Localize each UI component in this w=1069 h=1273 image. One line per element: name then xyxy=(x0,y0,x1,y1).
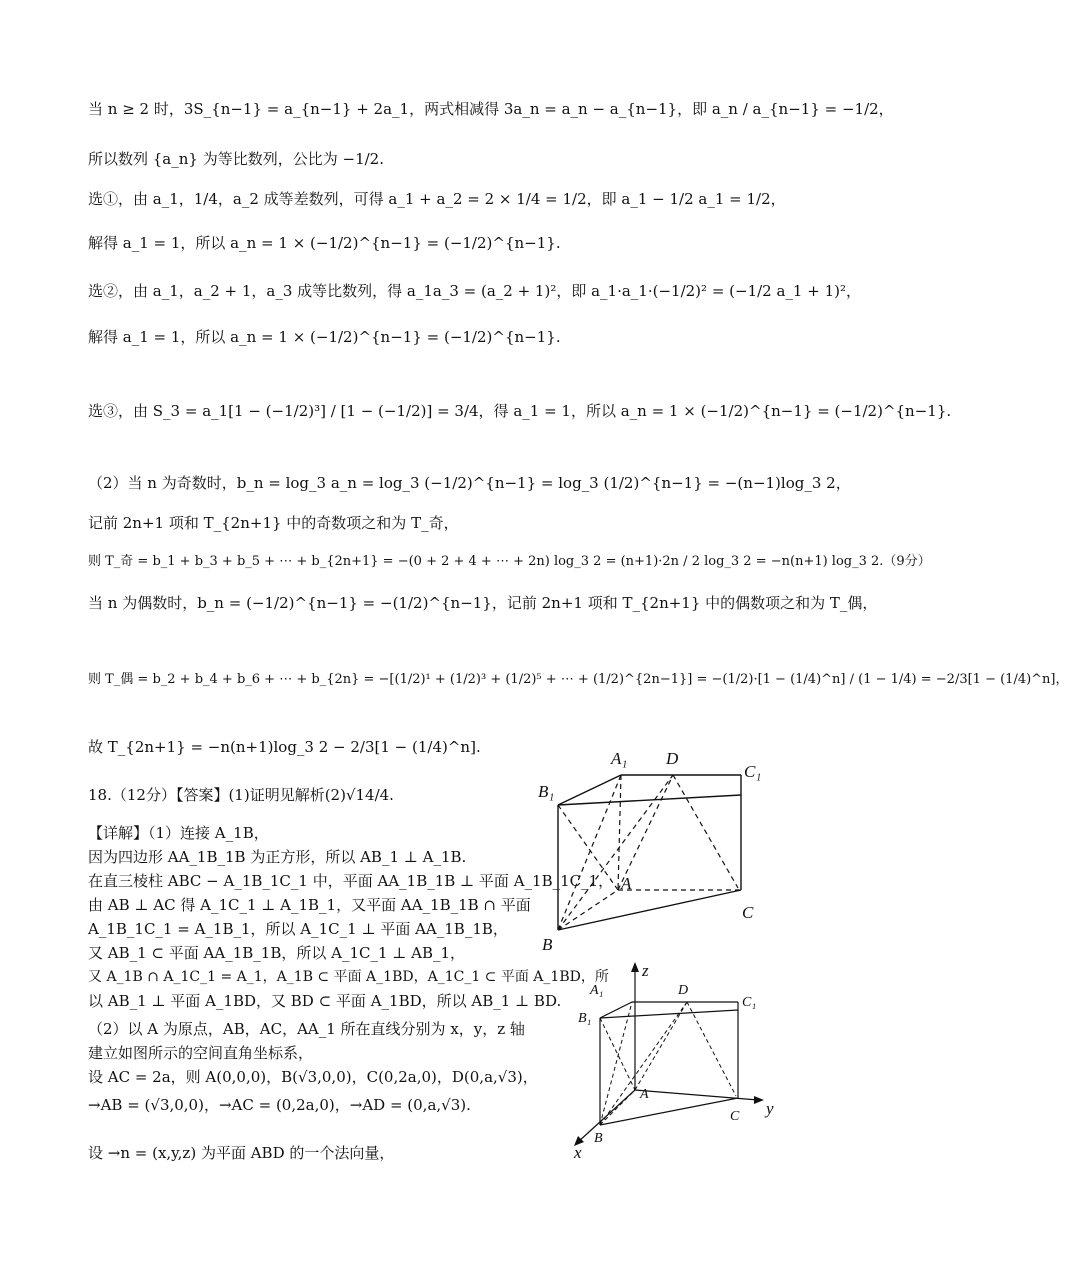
prism-figure xyxy=(528,740,788,955)
text-line: 由 AB ⊥ AC 得 A_1C_1 ⊥ A_1B_1，又平面 AA_1B_1B ∩ 平面 xyxy=(88,896,531,914)
text-line: 当 n 为偶数时，b_n = (−1/2)^{n−1} = −(1/2)^{n−1}，记前 2n+1 项和 T_{2n+1} 中的偶数项之和为 T_偶， xyxy=(88,594,878,612)
figure2-label: z xyxy=(642,961,649,980)
text-line: （2）以 A 为原点，AB，AC，AA_1 所在直线分别为 x，y，z 轴 xyxy=(88,1020,525,1038)
text-line: （2）当 n 为奇数时，b_n = log_3 a_n = log_3 (−1/2)^{n−1} = log_3 (1/2)^{n−1} = −(n−1)log_3 2， xyxy=(88,474,851,492)
figure1-label: B₁ xyxy=(538,782,555,801)
figure2-label: x xyxy=(574,1143,582,1162)
figure1-label: A xyxy=(621,874,632,893)
figure1-label: A₁ xyxy=(611,749,628,768)
text-line: 建立如图所示的空间直角坐标系， xyxy=(88,1044,314,1062)
text-line: 选②，由 a_1，a_2 + 1，a_3 成等比数列，得 a_1a_3 = (a_2 + 1)²，即 a_1·a_1·(−1/2)² = (−1/2 a_1 + 1)²， xyxy=(88,282,861,300)
figure2-label: C₁ xyxy=(742,995,757,1010)
text-line: 所以数列 {a_n} 为等比数列，公比为 −1/2. xyxy=(88,150,384,168)
figure2-label: C xyxy=(730,1109,740,1124)
text-line: 解得 a_1 = 1，所以 a_n = 1 × (−1/2)^{n−1} = (−1/2)^{n−1}. xyxy=(88,234,561,252)
figure2-label: D xyxy=(678,983,689,998)
text-line: 记前 2n+1 项和 T_{2n+1} 中的奇数项之和为 T_奇， xyxy=(88,514,459,532)
figure1-label: C xyxy=(742,903,754,922)
figure2-label: B₁ xyxy=(578,1011,592,1026)
text-line: 选③，由 S_3 = a_1[1 − (−1/2)³] / [1 − (−1/2)] = 3/4，得 a_1 = 1，所以 a_n = 1 × (−1/2)^{n−1} = (−1/2)^{n−1}. xyxy=(88,402,952,420)
section-heading: 18.（12分）【答案】(1)证明见解析(2)√14/4. xyxy=(88,786,394,804)
text-line: 又 AB_1 ⊂ 平面 AA_1B_1B，所以 A_1C_1 ⊥ AB_1， xyxy=(88,944,466,962)
text-line: 因为四边形 AA_1B_1B 为正方形，所以 AB_1 ⊥ A_1B. xyxy=(88,848,467,866)
text-line: 设 →n = (x,y,z) 为平面 ABD 的一个法向量， xyxy=(88,1144,395,1162)
text-line: 设 AC = 2a，则 A(0,0,0)，B(√3,0,0)，C(0,2a,0)，D(0,a,√3)， xyxy=(88,1068,538,1086)
figure2-label: A₁ xyxy=(590,983,604,998)
text-line: 以 AB_1 ⊥ 平面 A_1BD，又 BD ⊂ 平面 A_1BD，所以 AB_1 ⊥ BD. xyxy=(88,992,562,1010)
text-line: 解得 a_1 = 1，所以 a_n = 1 × (−1/2)^{n−1} = (−1/2)^{n−1}. xyxy=(88,328,561,346)
figure1-label: B xyxy=(542,935,553,954)
figure2-label: B xyxy=(594,1131,603,1146)
text-line: →AB = (√3,0,0)，→AC = (0,2a,0)，→AD = (0,a,√3). xyxy=(88,1096,471,1114)
text-line: 当 n ≥ 2 时，3S_{n−1} = a_{n−1} + 2a_1，两式相减得 3a_n = a_n − a_{n−1}，即 a_n / a_{n−1} = −1/2， xyxy=(88,100,894,118)
figure2-label: y xyxy=(766,1099,774,1118)
text-line: 则 T_偶 = b_2 + b_4 + b_6 + ⋯ + b_{2n} = −[(1/2)¹ + (1/2)³ + (1/2)⁵ + ⋯ + (1/2)^{2n−1}] = −(1/2)·[1 − (1/4)^n] / (1 − 1/4) = −2/3[1 − (1/4)^n]， xyxy=(88,672,1069,687)
text-line: 选①，由 a_1，1/4，a_2 成等差数列，可得 a_1 + a_2 = 2 × 1/4 = 1/2，即 a_1 − 1/2 a_1 = 1/2， xyxy=(88,190,786,208)
text-line: 则 T_奇 = b_1 + b_3 + b_5 + ⋯ + b_{2n+1} = −(0 + 2 + 4 + ⋯ + 2n) log_3 2 = (n+1)·2n / 2 log_3 2 = −n(n+1) log_3 2.（9分） xyxy=(88,554,931,569)
text-line: 【详解】（1）连接 A_1B， xyxy=(88,824,269,842)
coordinate-figure xyxy=(560,960,790,1160)
text-line: 又 A_1B ∩ A_1C_1 = A_1，A_1B ⊂ 平面 A_1BD，A_1C_1 ⊂ 平面 A_1BD，所 xyxy=(88,969,609,985)
figure1-label: D xyxy=(666,749,679,768)
text-line: 故 T_{2n+1} = −n(n+1)log_3 2 − 2/3[1 − (1/4)^n]. xyxy=(88,738,481,756)
figure1-label: C₁ xyxy=(744,762,762,781)
text-line: 在直三棱柱 ABC − A_1B_1C_1 中，平面 AA_1B_1B ⊥ 平面 A_1B_1C_1， xyxy=(88,872,614,890)
figure2-label: A xyxy=(640,1087,649,1102)
text-line: A_1B_1C_1 = A_1B_1，所以 A_1C_1 ⊥ 平面 AA_1B_1B， xyxy=(88,920,508,938)
